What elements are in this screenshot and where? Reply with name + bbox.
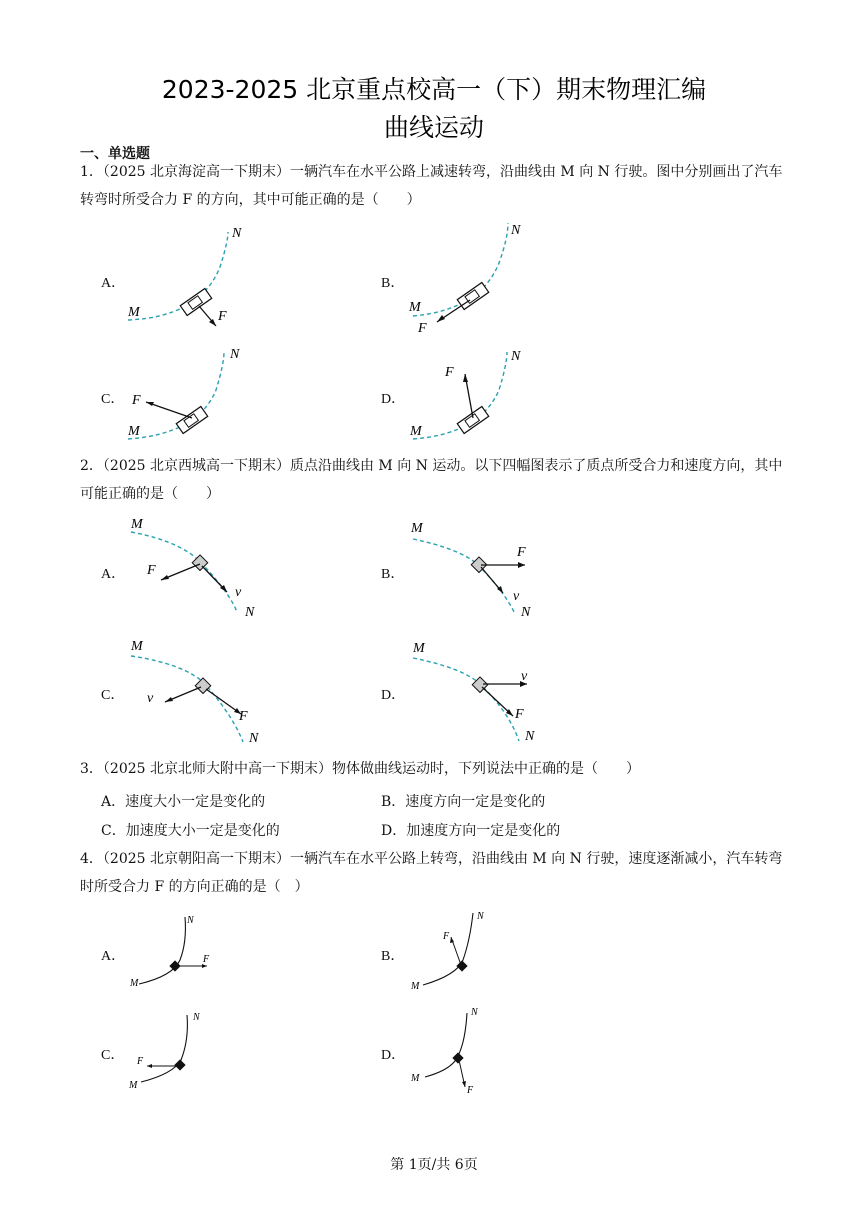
svg-text:N: N [232,226,242,241]
svg-text:M: M [410,424,422,439]
svg-text:N: N [471,1007,478,1018]
q4-option-c-label: C． [101,1048,125,1063]
svg-text:N: N [511,349,521,364]
svg-text:F: F [443,931,450,942]
svg-text:M: M [128,424,140,439]
q4-option-b-label: B． [381,949,405,964]
q1-option-d-label: D． [381,392,406,407]
page-footer: 第 1页/共 6页 [390,1157,478,1173]
svg-text:v: v [147,691,154,706]
svg-text:M: M [131,639,143,654]
document-title: 2023-2025 北京重点校高一（下）期末物理汇编 [161,75,707,104]
svg-text:M: M [128,305,140,320]
q1-figure-b [405,218,545,336]
svg-text:N: N [187,915,194,926]
svg-text:M: M [411,1073,420,1084]
q2-figure-b [405,514,555,624]
svg-text:v: v [521,669,528,684]
q4-figure-d [405,1005,515,1100]
q1-option-c-label: C． [101,392,125,407]
question-1-text: 1．（2025 北京海淀高一下期末）一辆汽车在水平公路上减速转弯，沿曲线由 M 向 N 行驶。图中分别画出了汽车转弯时所受合力 F 的方向，其中可能正确的是（ ） [80,164,783,208]
svg-text:N: N [249,731,259,746]
q1-figure-d [405,342,545,447]
q4-figure-c [125,1010,235,1095]
q2-option-d-label: D． [381,688,406,703]
q2-option-c-label: C． [101,688,125,703]
svg-text:N: N [193,1012,200,1023]
q2-option-a-label: A． [101,567,126,582]
q3-option-b: B．速度方向一定是变化的 [381,794,546,810]
svg-text:N: N [245,605,255,620]
q4-figure-b [405,905,515,995]
svg-text:M: M [131,517,143,532]
q1-figure-a [120,222,260,332]
question-2-text: 2．（2025 北京西城高一下期末）质点沿曲线由 M 向 N 运动。以下四幅图表示了质点所受合力和速度方向，其中可能正确的是（ ） [80,458,783,502]
document-subtitle: 曲线运动 [383,113,484,142]
svg-text:N: N [525,729,535,744]
q3-option-c: C．加速度大小一定是变化的 [101,823,280,839]
q4-option-d-label: D． [381,1048,406,1063]
svg-text:M: M [413,641,425,656]
q3-option-d: D．加速度方向一定是变化的 [381,823,561,839]
section-heading: 一、单选题 [80,146,150,162]
svg-text:M: M [130,978,139,989]
svg-text:F: F [467,1085,474,1096]
svg-text:N: N [511,223,521,238]
svg-text:F: F [239,709,248,724]
q4-figure-a [125,912,235,992]
svg-text:F: F [147,563,156,578]
svg-text:F: F [132,393,141,408]
q1-option-b-label: B． [381,276,405,291]
svg-text:F: F [418,321,427,336]
svg-text:N: N [477,911,484,922]
q4-option-a-label: A． [101,949,126,964]
svg-text:F: F [218,309,227,324]
svg-text:F: F [445,365,454,380]
svg-text:N: N [521,605,531,620]
q2-option-b-label: B． [381,567,405,582]
question-3-text: 3．（2025 北京北师大附中高一下期末）物体做曲线运动时，下列说法中正确的是（ ） [80,761,640,777]
svg-text:M: M [129,1080,138,1091]
question-4-text: 4．（2025 北京朝阳高一下期末）一辆汽车在水平公路上转弯，沿曲线由 M 向 N 行驶，速度逐渐减小，汽车转弯时所受合力 F 的方向正确的是（ ） [80,851,783,895]
svg-text:F: F [517,545,526,560]
svg-text:N: N [230,347,240,362]
svg-text:M: M [411,981,420,992]
q3-option-a: A．速度大小一定是变化的 [101,794,266,810]
q1-option-a-label: A． [101,276,126,291]
svg-text:F: F [137,1056,144,1067]
svg-text:M: M [411,521,423,536]
svg-text:F: F [203,954,210,965]
q1-figure-c [120,342,260,447]
svg-text:F: F [515,707,524,722]
svg-text:M: M [409,300,421,315]
q2-figure-a [125,512,275,622]
q2-figure-d [405,636,555,748]
svg-text:v: v [513,589,520,604]
q2-figure-c [125,634,275,749]
svg-text:v: v [235,585,242,600]
